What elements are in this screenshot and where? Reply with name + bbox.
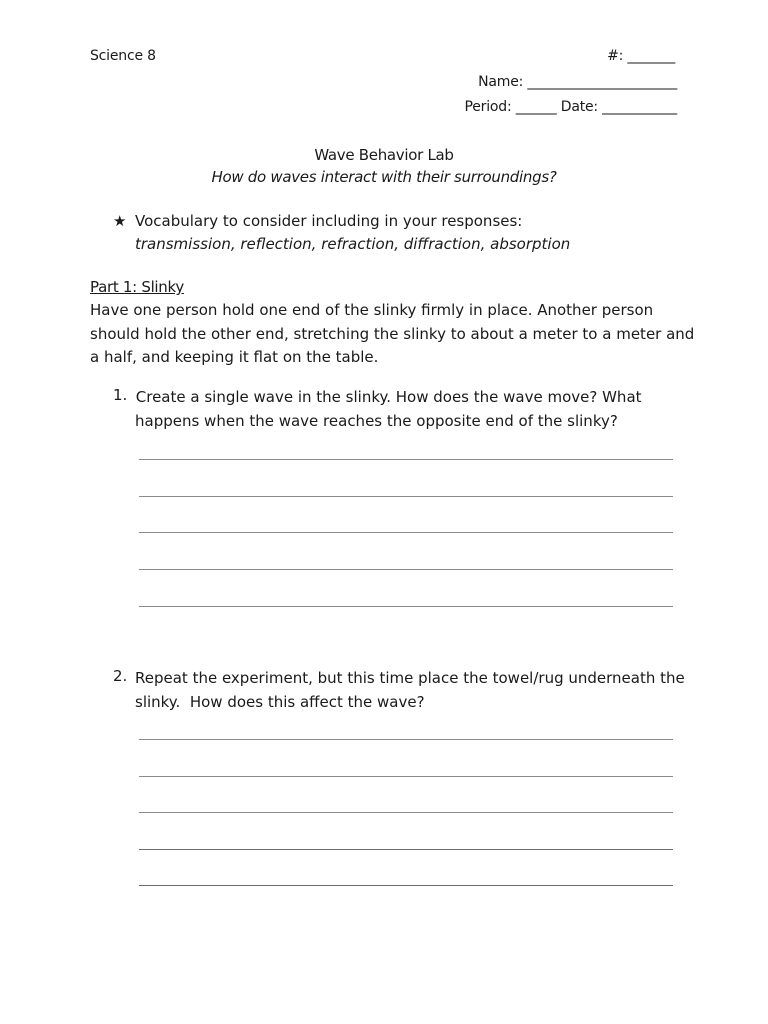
vocabulary-intro: Vocabulary to consider including in your responses: [135,212,523,230]
answer-line[interactable] [139,496,673,497]
answer-line[interactable] [139,569,673,570]
question-line: slinky. How does this affect the wave? [135,693,425,711]
answer-line[interactable] [139,606,673,607]
vocabulary-terms: transmission, reflection, refraction, diffraction, absorption [135,235,571,253]
instruction-line: Have one person hold one end of the slinky firmly in place. Another person [90,301,654,319]
answer-line[interactable] [139,776,673,777]
part1-instructions [90,299,695,370]
answer-line[interactable] [139,812,673,813]
question-1-text [131,385,642,433]
worksheet-title: Wave Behavior Lab [314,146,454,164]
worksheet-question: How do waves interact with their surroundings? [211,168,557,186]
star-icon: ★ [113,212,127,230]
question-2-text [135,666,685,714]
answer-line[interactable] [139,849,673,850]
question-1-number: 1. [113,386,128,404]
answer-line[interactable] [139,532,673,533]
course-label: Science 8 [90,48,156,64]
question-line: Create a single wave in the slinky. How does the wave move? What [131,388,642,406]
name-field[interactable]: Name: ______________________ [478,74,677,90]
answer-line[interactable] [139,459,673,460]
part1-heading: Part 1: Slinky [90,278,184,296]
question-line: Repeat the experiment, but this time place the towel/rug underneath the [135,669,685,687]
answer-line[interactable] [139,885,673,886]
period-date-field[interactable]: Period: ______ Date: ___________ [464,99,677,115]
instruction-line: a half, and keeping it flat on the table. [90,348,379,366]
question-2-number: 2. [113,667,128,685]
answer-line[interactable] [139,739,673,740]
number-field[interactable]: #: _______ [607,48,675,64]
question-line: happens when the wave reaches the opposite end of the slinky? [135,412,618,430]
instruction-line: should hold the other end, stretching the slinky to about a meter to a meter and [90,324,695,343]
